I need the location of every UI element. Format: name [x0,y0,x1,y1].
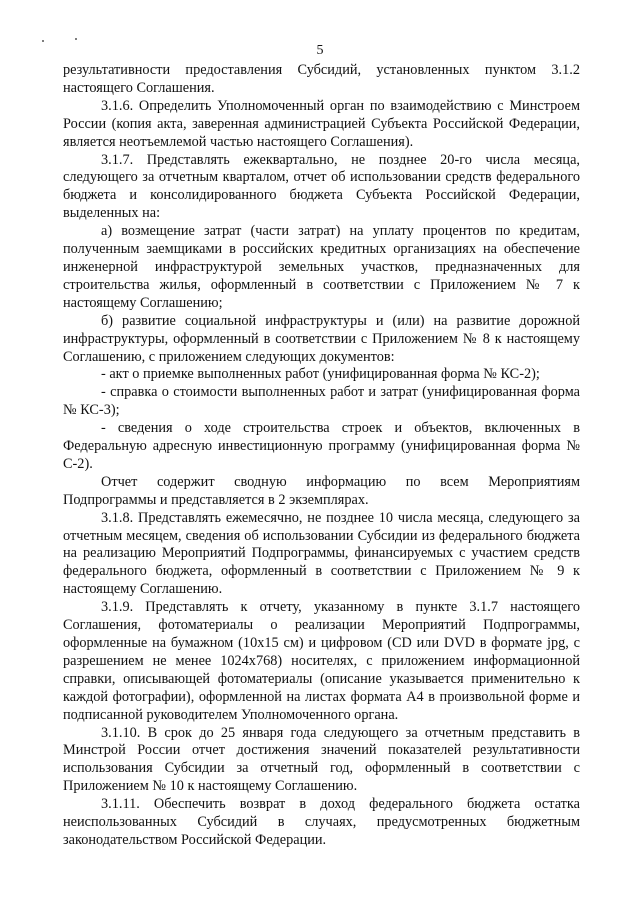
paragraph-3-1-11: 3.1.11. Обеспечить возврат в доход федерального бюджета остатка неиспользованных Субсидий в случаях, предусмотренных бюджетным законодательством Российской Федерации. [63,796,580,848]
paragraph-3-1-10: 3.1.10. В срок до 25 января года следующего за отчетным представить в Минстрой России отчет достижения значений показателей результативности использования Субсидии за отчетный год, оформленный в соответствии с Приложением № 10 к настоящему Соглашению. [63,724,580,795]
paragraph-3-1-7-b: б) развитие социальной инфраструктуры и (или) на развитие дорожной инфраструктуры, оформленный в соответствии с Приложением № 8 к настоящему Соглашению, с приложением следующих документов: [63,312,580,365]
paragraph-3-1-7: 3.1.7. Представлять ежеквартально, не позднее 20-го числа месяца, следующего за отчетным кварталом, отчет об использовании средств федерального бюджета и консолидированного бюджета Субъекта Российской Федерации, выделенных на: [63,151,580,222]
scan-speck [75,38,77,40]
list-item-c2: - сведения о ходе строительства строек и объектов, включенных в Федеральную адресную инвестиционную программу (унифицированная форма № С-2). [63,420,580,472]
paragraph-continuation: результативности предоставления Субсидий, установленных пунктом 3.1.2 настоящего Соглашения. [63,62,580,96]
list-item-ks2: - акт о приемке выполненных работ (унифицированная форма № КС-2); [101,366,540,383]
document-body [63,62,580,850]
paragraph-report-summary: Отчет содержит сводную информацию по всем Мероприятиям Подпрограммы и представляется в 2 экземплярах. [63,473,580,508]
list-item-ks3: - справка о стоимости выполненных работ и затрат (унифицированная форма № КС-3); [63,384,580,419]
paragraph-3-1-9: 3.1.9. Представлять к отчету, указанному в пункте 3.1.7 настоящего Соглашения, фотоматериалы о реализации Мероприятий Подпрограммы, оформленные на бумажном (10x15 см) и цифровом (CD или DVD в формате jpg, с разрешением не менее 1024x768) носителях, с приложением информационной справки, описывающей фотоматериалы (описание указывается применительно к каждой фотографии), оформленной на листах формата А4 в произвольной форме и подписанной руководителем Уполномоченного органа. [63,599,580,723]
paragraph-3-1-8: 3.1.8. Представлять ежемесячно, не позднее 10 числа месяца, следующего за отчетным месяцем, сведения об использовании Субсидии из федерального бюджета на реализацию Мероприятий Подпрограммы, финансируемых с участием средств федерального бюджета, оформленный в соответствии с Приложением № 9 к настоящему Соглашению. [63,509,580,598]
paragraph-3-1-6: 3.1.6. Определить Уполномоченный орган по взаимодействию с Минстроем России (копия акта, заверенная администрацией Субъекта Российской Федерации, является неотъемлемой частью настоящего Соглашения). [63,97,580,150]
paragraph-3-1-7-a: а) возмещение затрат (части затрат) на уплату процентов по кредитам, полученным заемщиками в российских кредитных организациях на обеспечение инженерной инфраструктурой земельных участков, предназначенных для строительства жилья, оформленный в соответствии с Приложением № 7 к настоящему Соглашению; [63,223,580,311]
page-number: 5 [316,43,324,58]
